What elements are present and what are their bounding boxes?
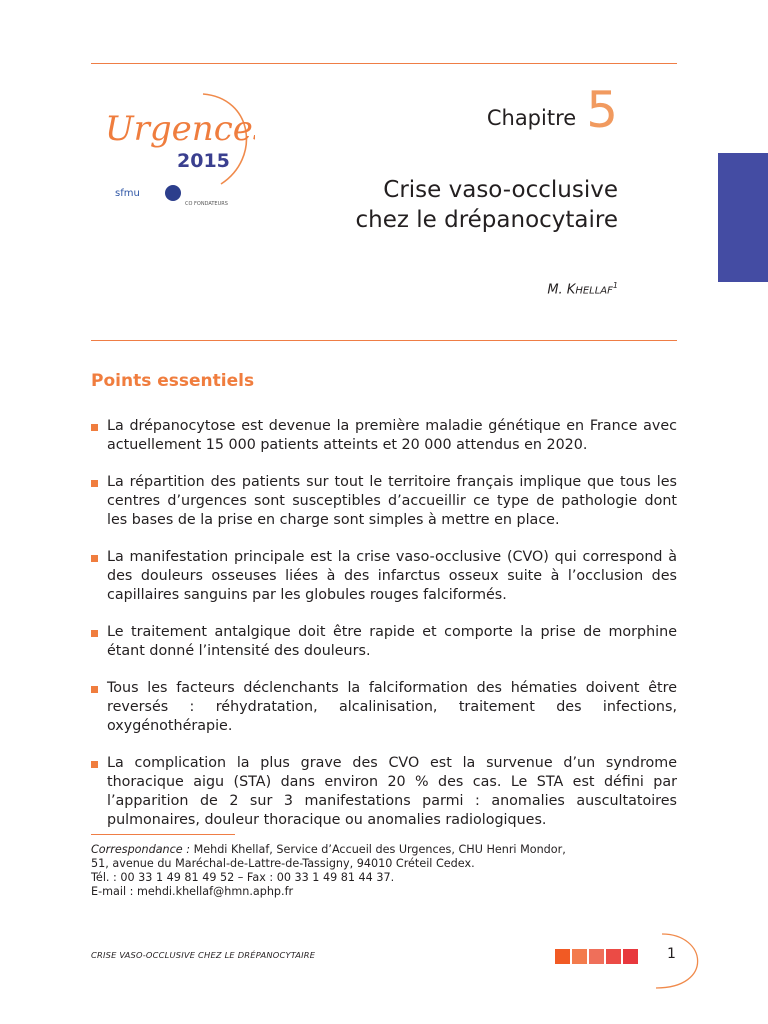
- section-rule: [91, 340, 677, 341]
- author-note: 1: [612, 281, 618, 290]
- square-bullet-icon: [91, 686, 98, 693]
- samu-emblem-icon: [165, 185, 181, 201]
- square-bullet-icon: [91, 630, 98, 637]
- author-name-smallcaps: HELLAF: [575, 285, 613, 297]
- correspondance-note: [91, 843, 651, 899]
- section-title: Points essentiels: [91, 371, 255, 391]
- list-item: La complication la plus grave des CVO est la survenue d’un syndrome thoracique aigu (STA) dans environ 20 % des cas. Le STA est défini par l’apparition de 2 sur 3 manifestations parmi : anomalies auscultatoires pulmonaires, douleur thoracique ou anomalies radiologiques.: [91, 754, 677, 830]
- logo-word: Urgences: [105, 109, 255, 149]
- logo-partner-fondateurs: CO FONDATEURS: [185, 201, 228, 207]
- page-number: 1: [667, 946, 676, 962]
- list-item: Tous les facteurs déclenchants la falciformation des hématies doivent être reversés : réhydratation, alcalinisation, traitement des infections, oxygénothérapie.: [91, 679, 677, 736]
- urgences-2015-logo: [103, 88, 255, 216]
- top-rule: [91, 63, 677, 64]
- list-item: La drépanocytose est devenue la première maladie génétique en France avec actuellement 15 000 patients atteints et 20 000 attendus en 2020.: [91, 417, 677, 455]
- footer-square: [623, 949, 638, 964]
- logo-partner-sfmu: sfmu: [115, 188, 140, 199]
- author: [547, 281, 618, 297]
- running-title: CRISE VASO-OCCLUSIVE CHEZ LE DRÉPANOCYTAIRE: [91, 950, 316, 960]
- side-tab: [718, 153, 768, 282]
- square-bullet-icon: [91, 555, 98, 562]
- correspondance-label: Correspondance :: [91, 843, 191, 856]
- footer-square: [572, 949, 587, 964]
- correspondance-line-3: Tél. : 00 33 1 49 81 49 52 – Fax : 00 33 1 49 81 44 37.: [91, 871, 395, 884]
- list-item: La répartition des patients sur tout le territoire français implique que tous les centres d’urgences sont susceptibles d’accueillir ce type de pathologie dont les bases de la prise en charge sont simples à mettre en place.: [91, 473, 677, 530]
- title-line-2: chez le drépanocytaire: [355, 207, 618, 233]
- square-bullet-icon: [91, 424, 98, 431]
- correspondance-line-2: 51, avenue du Maréchal-de-Lattre-de-Tassigny, 94010 Créteil Cedex.: [91, 857, 475, 870]
- square-bullet-icon: [91, 480, 98, 487]
- author-prefix: M. K: [547, 282, 576, 298]
- chapter-heading: [486, 81, 618, 139]
- footer-square: [555, 949, 570, 964]
- key-points-list: [91, 417, 677, 848]
- correspondance-line-1: Mehdi Khellaf, Service d’Accueil des Urgences, CHU Henri Mondor,: [190, 843, 566, 856]
- chapter-number: 5: [586, 81, 618, 139]
- footer-square: [589, 949, 604, 964]
- chapter-title: [355, 175, 618, 235]
- page-arc-icon: [652, 930, 704, 992]
- logo-year: 2015: [177, 150, 230, 172]
- chapter-word: Chapitre: [486, 106, 577, 130]
- footer-square: [606, 949, 621, 964]
- square-bullet-icon: [91, 761, 98, 768]
- title-line-1: Crise vaso-occlusive: [383, 177, 618, 203]
- correspondance-email: E-mail : mehdi.khellaf@hmn.aphp.fr: [91, 885, 294, 898]
- list-item: Le traitement antalgique doit être rapide et comporte la prise de morphine étant donné l’intensité des douleurs.: [91, 623, 677, 661]
- footer-squares: [555, 949, 638, 964]
- list-item: La manifestation principale est la crise vaso-occlusive (CVO) qui correspond à des douleurs osseuses liées à des infarctus osseux suite à l’occlusion des capillaires sanguins par les globules rouges falciformés.: [91, 548, 677, 605]
- footnote-rule: [91, 834, 235, 835]
